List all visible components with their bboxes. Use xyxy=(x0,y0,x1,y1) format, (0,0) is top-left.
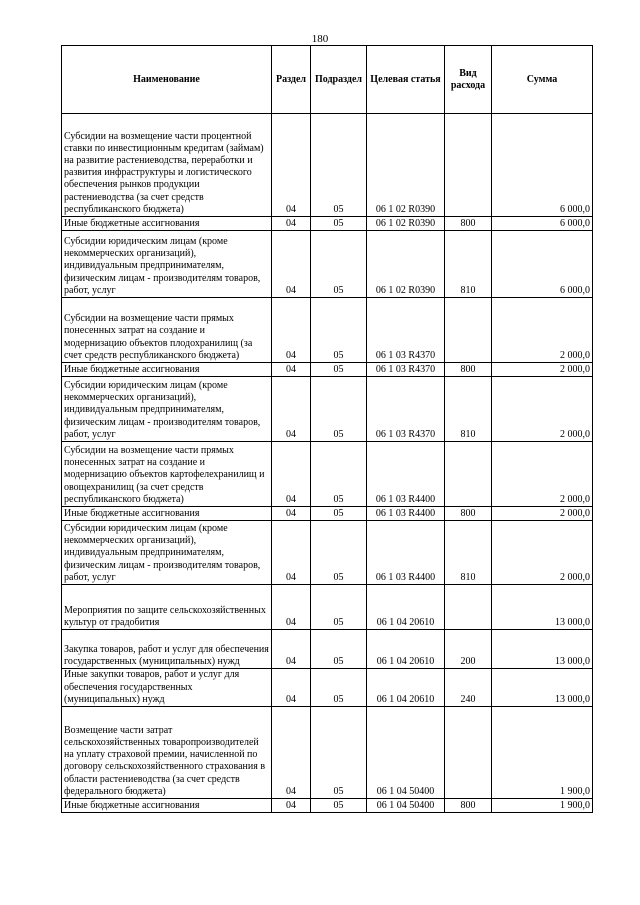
table-row xyxy=(62,217,593,231)
row-subsection: 05 xyxy=(311,217,367,231)
table-row xyxy=(62,521,593,585)
row-subsection: 05 xyxy=(311,630,367,669)
row-amount: 13 000,0 xyxy=(492,669,593,707)
row-name: Иные закупки товаров, работ и услуг для обеспечения государственных (муниципальных) нужд xyxy=(62,669,272,707)
row-name: Субсидии на возмещение части процентной ставки по инвестиционным кредитам (займам) на развитие растениеводства, переработки и развития инфраструктуры и логистического обеспечения рынков продукции растениеводства (за счет средств республиканского бюджета) xyxy=(62,114,272,217)
row-name: Иные бюджетные ассигнования xyxy=(62,799,272,813)
header-amount: Сумма xyxy=(492,46,593,114)
table-row xyxy=(62,377,593,442)
header-target: Целевая статья xyxy=(367,46,445,114)
row-section: 04 xyxy=(272,799,311,813)
row-target: 06 1 03 R4370 xyxy=(367,298,445,363)
row-name: Субсидии юридическим лицам (кроме некоммерческих организаций), индивидуальным предпринимателям, физическим лицам - производителям товаров, работ, услуг xyxy=(62,231,272,298)
row-target: 06 1 04 20610 xyxy=(367,585,445,630)
table-row xyxy=(62,707,593,799)
row-section: 04 xyxy=(272,585,311,630)
row-subsection: 05 xyxy=(311,377,367,442)
row-section: 04 xyxy=(272,298,311,363)
row-amount: 13 000,0 xyxy=(492,585,593,630)
row-target: 06 1 03 R4400 xyxy=(367,442,445,507)
row-name: Субсидии на возмещение части прямых понесенных затрат на создание и модернизацию объектов плодохранилищ (за счет средств республиканского бюджета) xyxy=(62,298,272,363)
row-target: 06 1 04 20610 xyxy=(367,630,445,669)
row-amount: 2 000,0 xyxy=(492,442,593,507)
row-expense-type: 800 xyxy=(445,217,492,231)
table-header-row xyxy=(62,46,593,114)
row-target: 06 1 04 50400 xyxy=(367,707,445,799)
row-expense-type: 810 xyxy=(445,231,492,298)
row-subsection: 05 xyxy=(311,585,367,630)
row-target: 06 1 03 R4400 xyxy=(367,521,445,585)
row-amount: 1 900,0 xyxy=(492,799,593,813)
row-section: 04 xyxy=(272,377,311,442)
header-name: Наименование xyxy=(62,46,272,114)
row-expense-type xyxy=(445,442,492,507)
row-subsection: 05 xyxy=(311,442,367,507)
row-amount: 13 000,0 xyxy=(492,630,593,669)
row-name: Субсидии на возмещение части прямых понесенных затрат на создание и модернизацию объектов картофелехранилищ и овощехранилищ (за счет средств республиканского бюджета) xyxy=(62,442,272,507)
row-target: 06 1 02 R0390 xyxy=(367,114,445,217)
row-section: 04 xyxy=(272,507,311,521)
row-name: Иные бюджетные ассигнования xyxy=(62,363,272,377)
row-subsection: 05 xyxy=(311,114,367,217)
row-expense-type: 200 xyxy=(445,630,492,669)
page-number: 180 xyxy=(311,33,329,45)
row-target: 06 1 02 R0390 xyxy=(367,217,445,231)
row-amount: 2 000,0 xyxy=(492,507,593,521)
row-section: 04 xyxy=(272,363,311,377)
table-row xyxy=(62,630,593,669)
row-target: 06 1 04 50400 xyxy=(367,799,445,813)
row-section: 04 xyxy=(272,114,311,217)
table-row xyxy=(62,669,593,707)
row-expense-type: 800 xyxy=(445,363,492,377)
row-section: 04 xyxy=(272,442,311,507)
table-row xyxy=(62,585,593,630)
row-name: Иные бюджетные ассигнования xyxy=(62,217,272,231)
row-name: Закупка товаров, работ и услуг для обеспечения государственных (муниципальных) нужд xyxy=(62,630,272,669)
row-amount: 1 900,0 xyxy=(492,707,593,799)
row-target: 06 1 04 20610 xyxy=(367,669,445,707)
row-subsection: 05 xyxy=(311,231,367,298)
row-subsection: 05 xyxy=(311,298,367,363)
row-amount: 2 000,0 xyxy=(492,363,593,377)
row-amount: 6 000,0 xyxy=(492,231,593,298)
row-subsection: 05 xyxy=(311,507,367,521)
row-expense-type xyxy=(445,585,492,630)
row-section: 04 xyxy=(272,217,311,231)
row-name: Субсидии юридическим лицам (кроме некоммерческих организаций), индивидуальным предпринимателям, физическим лицам - производителям товаров, работ, услуг xyxy=(62,521,272,585)
row-expense-type: 810 xyxy=(445,377,492,442)
row-subsection: 05 xyxy=(311,799,367,813)
header-section: Раздел xyxy=(272,46,311,114)
table-row xyxy=(62,298,593,363)
row-expense-type: 800 xyxy=(445,507,492,521)
row-subsection: 05 xyxy=(311,363,367,377)
budget-table xyxy=(61,45,593,813)
row-expense-type xyxy=(445,114,492,217)
row-name: Субсидии юридическим лицам (кроме некоммерческих организаций), индивидуальным предпринимателям, физическим лицам - производителям товаров, работ, услуг xyxy=(62,377,272,442)
row-expense-type xyxy=(445,298,492,363)
row-section: 04 xyxy=(272,707,311,799)
table-row xyxy=(62,231,593,298)
table-row xyxy=(62,507,593,521)
row-name: Мероприятия по защите сельскохозяйственных культур от градобития xyxy=(62,585,272,630)
row-target: 06 1 03 R4370 xyxy=(367,363,445,377)
header-expense-type: Вид расхода xyxy=(445,46,492,114)
row-name: Иные бюджетные ассигнования xyxy=(62,507,272,521)
row-expense-type: 240 xyxy=(445,669,492,707)
row-amount: 2 000,0 xyxy=(492,298,593,363)
row-expense-type: 800 xyxy=(445,799,492,813)
row-expense-type: 810 xyxy=(445,521,492,585)
row-name: Возмещение части затрат сельскохозяйственных товаропроизводителей на уплату страховой премии, начисленной по договору сельскохозяйственного страхования в области растениеводства (за счет средств федерального бюджета) xyxy=(62,707,272,799)
row-section: 04 xyxy=(272,669,311,707)
row-expense-type xyxy=(445,707,492,799)
row-subsection: 05 xyxy=(311,669,367,707)
table-row xyxy=(62,442,593,507)
row-section: 04 xyxy=(272,231,311,298)
row-amount: 6 000,0 xyxy=(492,217,593,231)
row-section: 04 xyxy=(272,521,311,585)
row-target: 06 1 03 R4370 xyxy=(367,377,445,442)
row-subsection: 05 xyxy=(311,521,367,585)
row-target: 06 1 03 R4400 xyxy=(367,507,445,521)
row-subsection: 05 xyxy=(311,707,367,799)
table-row xyxy=(62,363,593,377)
table-row xyxy=(62,114,593,217)
header-subsection: Подраздел xyxy=(311,46,367,114)
table-row xyxy=(62,799,593,813)
row-amount: 2 000,0 xyxy=(492,521,593,585)
row-amount: 6 000,0 xyxy=(492,114,593,217)
row-amount: 2 000,0 xyxy=(492,377,593,442)
row-section: 04 xyxy=(272,630,311,669)
row-target: 06 1 02 R0390 xyxy=(367,231,445,298)
